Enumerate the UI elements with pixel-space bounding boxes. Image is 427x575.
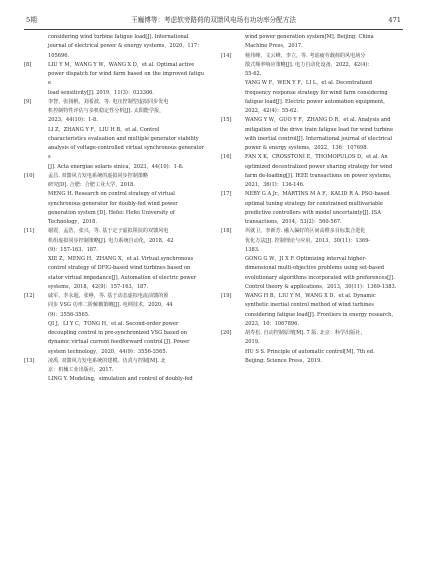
reference-entry xyxy=(24,375,204,384)
reference-entry xyxy=(24,61,204,98)
reference-text-line: 2022，42(4)：55-62. xyxy=(245,108,299,114)
reference-text-line: 105696. xyxy=(48,52,70,59)
reference-text-line: 胡寿松. 自动控制原理[M]. 7 版. 北京：科学出版社， xyxy=(245,330,366,336)
reference-text-line: QI J，LI Y C，TONG H，et al. Second-order power xyxy=(48,320,179,327)
reference-text-line: farm de-loading[J]. IEEE transactions on power systems， xyxy=(245,172,395,179)
reference-text-line: mitigation of the drive train fatigue load for wind turbine xyxy=(245,126,393,133)
reference-text-line: 李智，张扬帆，刘希波，等. 电压控制型虚拟同步发电 xyxy=(48,98,169,105)
reference-number: [17] xyxy=(221,191,232,198)
reference-number: [20] xyxy=(221,330,232,336)
reference-text-line: 凌禹. 双馈风力发电系统的建模、仿真与控制[M]. 北 xyxy=(48,357,166,364)
reference-column-left xyxy=(24,33,204,385)
reference-number: [10] xyxy=(24,172,35,179)
reference-text-line: Beijing: Science Press，2019. xyxy=(245,357,323,364)
reference-entry xyxy=(24,292,204,320)
reference-text-line: systems，2018，42(9)：157-163，187. xyxy=(48,283,149,290)
reference-text-line: transactions，2014，53(2)：560-567. xyxy=(245,219,342,225)
reference-text-line: 1383. xyxy=(245,246,260,253)
reference-text-line: frequency response strategy for wind farm considering xyxy=(245,89,388,96)
reference-entry xyxy=(221,227,401,255)
reference-text-line: optimized decentralized power sharing strategy for wind xyxy=(245,163,393,170)
reference-entry xyxy=(221,292,401,329)
reference-text-line: decoupling control in pre-synchronized VSG based on xyxy=(48,330,188,336)
reference-text-line: load sensitivity[J]. 2019，11(3)：033306. xyxy=(48,89,155,96)
reference-text-line: control strategy of DFIG-based wind turbines based on xyxy=(48,265,191,272)
reference-entry xyxy=(221,52,401,80)
reference-column-right xyxy=(221,33,401,366)
reference-number: [19] xyxy=(221,293,232,299)
page-header xyxy=(24,11,403,30)
reference-entry xyxy=(24,255,204,292)
reference-text-line: with inertial control[J]. International journal of electrical xyxy=(245,135,392,142)
reference-text-line: (9)：3556-3565. xyxy=(48,311,90,318)
reference-text-line: 研究[D]. 合肥：合肥工业大学，2018. xyxy=(48,182,136,188)
reference-text-line: 机组虚拟同步控制策略[J]. 电力系统自动化，2018，42 xyxy=(48,237,174,244)
reference-text-line: 机控制特性评估与多机稳定性分析[J]. 太阳能学报， xyxy=(48,108,165,114)
reference-text-line: FAN X K，CROSSTONI E，THOMOPULOS D，et al. An xyxy=(245,154,388,161)
reference-entry xyxy=(221,348,401,367)
reference-entry xyxy=(221,255,401,292)
reference-number: [12] xyxy=(24,293,35,299)
reference-number: [15] xyxy=(221,117,232,124)
reference-text-line: 55-62. xyxy=(245,71,262,77)
reference-text-line: WANG H B，LIU Y M，WANG X D，et al. Dynamic xyxy=(245,293,376,299)
reference-text-line: dynamic virtual current feedforward control [J]. Power xyxy=(48,339,190,346)
reference-number: [18] xyxy=(221,228,232,235)
reference-text-line: synthetic inertial control method of wind turbines xyxy=(245,302,374,309)
issue-label: 5期 xyxy=(26,16,37,24)
reference-text-line: GONG G W，JI X F. Optimizing interval higher- xyxy=(245,256,367,262)
reference-text-line: (9)：157-163，187. xyxy=(48,246,98,253)
reference-text-line: system technology，2020，44(9)：3556-3565. xyxy=(48,348,168,355)
reference-text-line: evolutionary algorithms incorporated with preferences[J]. xyxy=(245,274,395,281)
reference-text-line: fatigue load[J]. Electric power automation equipment， xyxy=(245,98,389,105)
reference-text-line: optimal tuning strategy for constrained multivariable xyxy=(245,200,383,207)
reference-text-line: LING Y. Modeling，simulation and control of doubly-fed xyxy=(48,376,193,383)
reference-number: [13] xyxy=(24,357,35,364)
reference-number: [14] xyxy=(221,52,232,59)
page-number: 471 xyxy=(388,16,401,24)
reference-text-line: 2023，10：1067896. xyxy=(245,320,299,327)
reference-text-line: generation system [D]. Hefei: Hefei University of xyxy=(48,209,175,216)
reference-text-line: YANG W F，WEN Y F，LI L，et al. Decentralized xyxy=(245,80,372,87)
reference-text-line: 2021，36(1)：136-146. xyxy=(245,182,305,188)
reference-entry xyxy=(24,320,204,357)
reference-text-line: 散式频率响应策略[J]. 电力自动化设备，2022，42(4)： xyxy=(245,61,373,68)
reference-text-line: WANG Y W，GUO Y F，ZHANG D R，et al. Analysis and xyxy=(245,117,391,124)
reference-entry xyxy=(221,79,401,116)
reference-text-line: LIU Y M，WANG Y W，WANG X D，et al. Optimal active xyxy=(48,61,195,68)
reference-text-line: predictive controllers with model uncertainty[J]. ISA xyxy=(245,209,381,216)
reference-number: [9] xyxy=(24,98,32,105)
reference-text-line: 2023，44(10)：1-8. xyxy=(48,117,98,124)
reference-text-line: Control theory & applications，2013，30(11)：1369-1383. xyxy=(245,283,397,290)
reference-entry xyxy=(24,33,204,61)
reference-entry xyxy=(24,98,204,126)
reference-number: [11] xyxy=(24,228,35,235)
reference-number: [8] xyxy=(24,61,32,68)
reference-text-line: 同步 VSG 功率二阶解耦策略[J]. 电网技术，2020，44 xyxy=(48,302,173,309)
reference-text-line: journal of electrical power & energy systems，2020，117： xyxy=(48,43,203,50)
reference-entry xyxy=(221,116,401,153)
reference-text-line: 2019. xyxy=(245,339,260,346)
running-title: 王巍博等：考虑软旁路荷的双馈风电场有功功率分配方法 xyxy=(131,16,296,24)
reference-text-line: 巩就卫，李新芳. 融入偏好的区间高维多目标集合进化 xyxy=(245,228,366,235)
reference-text-line: 谢震，孟浩，张兴，等. 基于定子虚拟阻抗的双馈风电 xyxy=(48,228,169,235)
reference-text-line: considering fatigue load[J]. Frontiers in energy research， xyxy=(245,311,397,318)
reference-text-line: 京：机械工业出版社，2017. xyxy=(48,367,114,373)
reference-text-line: stator virtual impedance[J]. Automation of electric power xyxy=(48,274,197,281)
reference-text-line: MENG H. Research on control strategy of virtual xyxy=(48,191,175,198)
reference-entry xyxy=(24,190,204,227)
reference-text-line: 优化方法[J]. 控制理论与应用，2013，30(11)：1369- xyxy=(245,237,371,244)
reference-text-line: 杨伟峰，文云峰，李立，等. 考虑疲劳载荷的风电场分 xyxy=(245,52,366,59)
reference-text-line: XIE Z，MENG H，ZHANG X，et al. Virtual synchronous xyxy=(48,256,194,262)
reference-text-line: power dispatch for wind farm based on the improved fatigue xyxy=(48,71,204,87)
reference-text-line: power & energy systems，2022，136：107698. xyxy=(245,145,369,151)
reference-text-line: considering wind turbine fatigue load[J]. International xyxy=(48,34,189,40)
reference-entry xyxy=(24,126,204,172)
reference-entry xyxy=(221,190,401,227)
reference-text-line: characteristics evaluation and multiple generator stability xyxy=(48,135,199,142)
reference-text-line: 孟昌. 双馈风力发电系统的虚拟同步控制策略 xyxy=(48,172,149,179)
reference-entry xyxy=(24,172,204,191)
reference-text-line: Machine Press，2017. xyxy=(245,43,303,50)
reference-text-line: analysis of voltage-controlled virtual synchronous generators xyxy=(48,145,204,161)
reference-text-line: 戚军，李永超，张峥，等. 基于动态虚拟电流前馈的预 xyxy=(48,293,169,299)
reference-text-line: dimensional multi-objective problems using set-based xyxy=(245,265,384,272)
reference-entry xyxy=(24,227,204,255)
reference-text-line: Technology，2018. xyxy=(48,219,98,225)
reference-entry xyxy=(221,153,401,190)
reference-text-line: NEBY G A Jr，MARTINS M A F，KALID R A. PSO-based xyxy=(245,191,390,198)
reference-text-line: LI Z，ZHANG Y F，LIU H B，et al. Control xyxy=(48,126,160,133)
reference-text-line: [J]. Acta energiae solaris sinica，2023，44(10)：1-8. xyxy=(48,163,184,170)
reference-text-line: synchronous generator for doubly-fed wind power xyxy=(48,200,178,207)
reference-number: [16] xyxy=(221,154,232,161)
reference-text-line: wind power generation system[M]. Beijing: China xyxy=(245,34,374,40)
reference-entry xyxy=(221,33,401,52)
reference-entry xyxy=(24,357,204,376)
reference-text-line: HU S S. Principle of automatic control[M]. 7th ed. xyxy=(245,348,375,355)
reference-entry xyxy=(221,329,401,348)
